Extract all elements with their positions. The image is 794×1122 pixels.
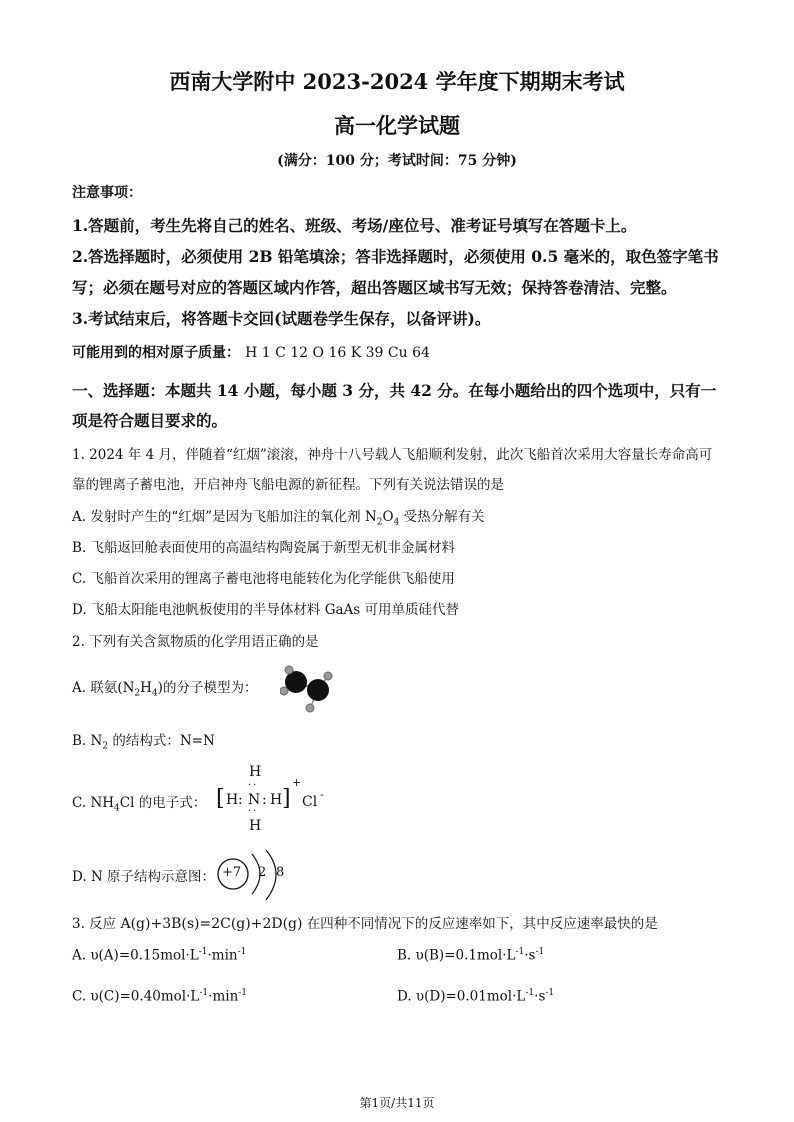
q1-stem-2: 靠的锂离子蓄电池，开启神舟飞船电源的新征程。下列有关说法错误的是 bbox=[72, 477, 504, 493]
q3-option-a: A. $\upsilon(A)=0.15mol\cdot L^{-1}\cdot\min^{-1}$ bbox=[72, 947, 247, 964]
q1-option-a: A. 发射时产生的“红烟”是因为飞船加注的氧化剂 $N_2O_4$ 受热分解有关 bbox=[72, 509, 485, 528]
exam-title: 西南大学附中 2023-2024 学年度下期期末考试 bbox=[169, 69, 625, 94]
q2-option-b: B. $N_2$ 的结构式：N=N bbox=[72, 733, 215, 752]
atomic-mass-label: 可能用到的相对原子质量： bbox=[72, 345, 240, 361]
q3-option-d: D. $\upsilon(D)=0.01mol\cdot L^{-1}\cdot s^{-1}$ bbox=[397, 988, 555, 1005]
page-number: 第1页/共11页 bbox=[359, 1096, 435, 1110]
atomic-mass-values: H 1 C 12 O 16 K 39 Cu 64 bbox=[245, 345, 430, 361]
atom-shell-2-count: 8 bbox=[276, 865, 285, 880]
notice-item-3: 3.考试结束后，将答题卡交回(试题卷学生保存，以备评讲)。 bbox=[72, 309, 491, 328]
ammonium-chloride-electron-formula: [ H : N : H H H ·· ·· ] + Cl - bbox=[216, 764, 324, 834]
section-heading-1: 一、选择题：本题共 14 小题，每小题 3 分，共 42 分。在每小题给出的四个选项中，只有一 bbox=[72, 381, 717, 400]
q1-option-b: B. 飞船返回舱表面使用的高温结构陶瓷属于新型无机非金属材料 bbox=[72, 540, 456, 556]
q1-option-d: D. 飞船太阳能电池帆板使用的半导体材料 GaAs 可用单质硅代替 bbox=[72, 602, 460, 618]
exam-subtitle: 高一化学试题 bbox=[334, 113, 460, 138]
notice-item-2b: 写；必须在题号对应的答题区域内作答，超出答题区域书写无效；保持答卷清洁、完整。 bbox=[72, 278, 677, 297]
notice-item-1: 1.答题前，考生先将自己的姓名、班级、考场/座位号、准考证号填写在答题卡上。 bbox=[72, 216, 637, 235]
q1-option-c: C. 飞船首次采用的锂离子蓄电池将电能转化为化学能供飞船使用 bbox=[72, 571, 455, 587]
q3-stem: 3. 反应 A(g)+3B(s)=2C(g)+2D(g) 在四种不同情况下的反应速率如下，其中反应速率最快的是 bbox=[72, 916, 658, 932]
atomic-mass-line bbox=[72, 342, 430, 362]
q3-option-b: B. $\upsilon(B)=0.1mol\cdot L^{-1}\cdot s^{-1}$ bbox=[397, 947, 545, 964]
q2-option-a: A. 联氨$(N_2H_4)$的分子模型为： bbox=[72, 680, 258, 699]
q2-option-c: C. $NH_4Cl$ 的电子式： bbox=[72, 795, 207, 814]
q3-option-c: C. $\upsilon(C)=0.40mol\cdot L^{-1}\cdot\min^{-1}$ bbox=[72, 988, 248, 1005]
atom-nucleus-charge: +7 bbox=[222, 865, 242, 880]
notice-item-2a: 2.答选择题时，必须使用 2B 铅笔填涂；答非选择题时，必须使用 0.5 毫米的，取色签字笔书 bbox=[72, 247, 719, 266]
notice-heading: 注意事项： bbox=[72, 185, 142, 201]
q2-stem: 2. 下列有关含氮物质的化学用语正确的是 bbox=[72, 634, 319, 650]
section-heading-2: 项是符合题目要求的。 bbox=[72, 411, 228, 430]
atom-shell-1-count: 2 bbox=[258, 865, 267, 880]
nitrogen-atom-structure-diagram bbox=[214, 848, 304, 904]
q2-option-d: D. N 原子结构示意图： bbox=[72, 869, 216, 885]
hydrazine-molecule-model bbox=[280, 664, 340, 714]
exam-info: (满分：100 分；考试时间：75 分钟) bbox=[277, 153, 517, 169]
q1-stem-1: 1. 2024 年 4 月，伴随着“红烟”滚滚，神舟十八号载人飞船顺利发射，此次飞船首次采用大容量长寿命高可 bbox=[72, 447, 713, 463]
